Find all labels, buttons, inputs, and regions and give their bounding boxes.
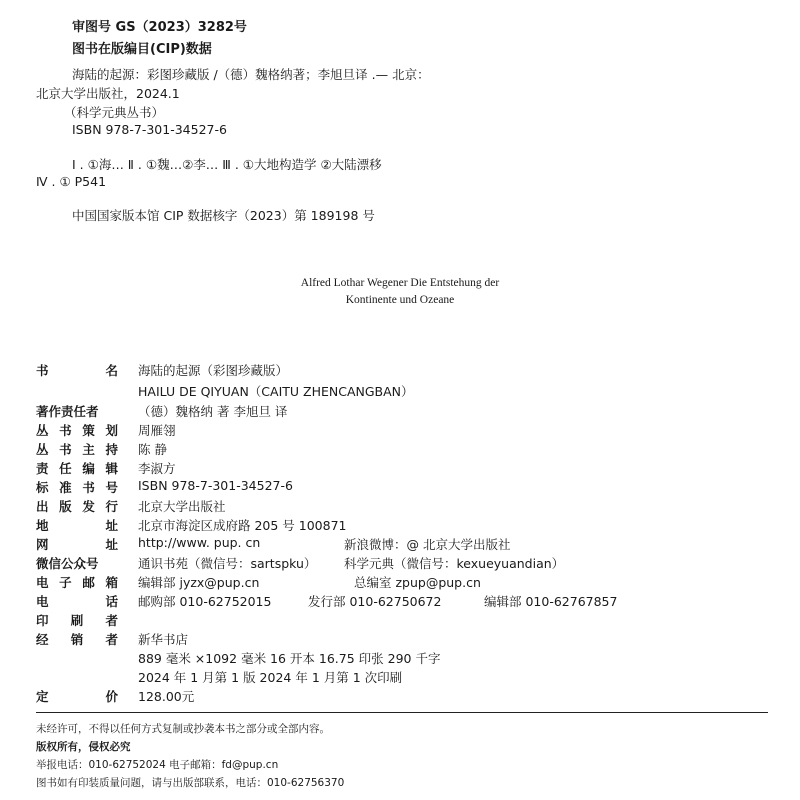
label-address: 地 址	[36, 518, 118, 533]
label-title: 书 名	[36, 363, 118, 378]
value-price: 128.00元	[138, 689, 195, 704]
label-phone: 电 话	[36, 594, 118, 609]
value-weibo: 新浪微博：@ 北京大学出版社	[344, 537, 511, 552]
value-series-host: 陈 静	[138, 442, 167, 457]
label-wechat: 微信公众号	[36, 556, 99, 571]
value-edition: 2024 年 1 月第 1 版 2024 年 1 月第 1 次印刷	[138, 670, 403, 685]
value-phone-1: 邮购部 010-62752015	[138, 594, 272, 609]
label-series-planner: 丛 书 策 划	[36, 423, 118, 438]
value-author: （德）魏格纳 著 李旭旦 译	[138, 404, 288, 419]
label-editor: 责 任 编 辑	[36, 461, 118, 476]
value-phone-2: 发行部 010-62750672	[308, 594, 442, 609]
label-email: 电 子 邮 箱	[36, 575, 118, 590]
cip-data-number: 中国国家版本馆 CIP 数据核字（2023）第 189198 号	[72, 208, 375, 223]
label-series-host: 丛 书 主 持	[36, 442, 118, 457]
original-title-line-1: Alfred Lothar Wegener Die Entstehung der	[300, 277, 500, 289]
cip-classification-1: Ⅰ . ①海… Ⅱ . ①魏…②李… Ⅲ . ①大地构造学 ②大陆漂移	[72, 157, 382, 172]
value-wechat-2: 科学元典（微信号：kexueyuandian）	[344, 556, 565, 571]
value-editor: 李淑方	[138, 461, 176, 476]
value-email-1: 编辑部 jyzx@pup.cn	[138, 575, 260, 590]
value-website: http://www. pup. cn	[138, 535, 261, 550]
cip-isbn: ISBN 978-7-301-34527-6	[72, 122, 227, 137]
label-website: 网 址	[36, 537, 118, 552]
value-pinyin: HAILU DE QIYUAN（CAITU ZHENCANGBAN）	[138, 384, 414, 399]
footer-notice: 未经许可，不得以任何方式复制或抄袭本书之部分或全部内容。	[36, 723, 330, 735]
value-series-planner: 周雁翎	[138, 423, 176, 438]
label-isbn: 标 准 书 号	[36, 480, 118, 495]
map-review-number: 审图号 GS（2023）3282号	[72, 20, 247, 35]
footer-report-contact: 举报电话：010-62752024 电子邮箱：fd@pup.cn	[36, 759, 279, 771]
footer-divider	[36, 712, 768, 713]
label-author: 著作责任者	[36, 404, 99, 419]
footer-quality-contact: 图书如有印装质量问题，请与出版部联系，电话：010-62756370	[36, 777, 345, 789]
cip-series: （科学元典丛书）	[64, 105, 165, 120]
value-spec: 889 毫米 ×1092 毫米 16 开本 16.75 印张 290 千字	[138, 651, 441, 666]
footer-copyright: 版权所有，侵权必究	[36, 741, 131, 753]
label-printer: 印 刷 者	[36, 613, 118, 628]
original-title-line-2: Kontinente und Ozeane	[345, 294, 455, 306]
value-phone-3: 编辑部 010-62767857	[484, 594, 618, 609]
value-wechat-1: 通识书苑（微信号：sartspku）	[138, 556, 317, 571]
value-title: 海陆的起源（彩图珍藏版）	[138, 363, 289, 378]
label-price: 定 价	[36, 689, 118, 704]
label-distributor: 经 销 者	[36, 632, 118, 647]
value-address: 北京市海淀区成府路 205 号 100871	[138, 518, 347, 533]
label-publisher: 出 版 发 行	[36, 499, 118, 514]
cip-heading: 图书在版编目(CIP)数据	[72, 42, 212, 57]
cip-line-2: 北京大学出版社，2024.1	[36, 86, 180, 101]
value-email-2: 总编室 zpup@pup.cn	[354, 575, 481, 590]
cip-classification-2: Ⅳ . ① P541	[36, 174, 107, 189]
value-isbn: ISBN 978-7-301-34527-6	[138, 478, 293, 493]
value-distributor: 新华书店	[138, 632, 189, 647]
value-publisher: 北京大学出版社	[138, 499, 226, 514]
cip-line-1: 海陆的起源：彩图珍藏版 /（德）魏格纳著；李旭旦译 .— 北京：	[72, 67, 430, 82]
